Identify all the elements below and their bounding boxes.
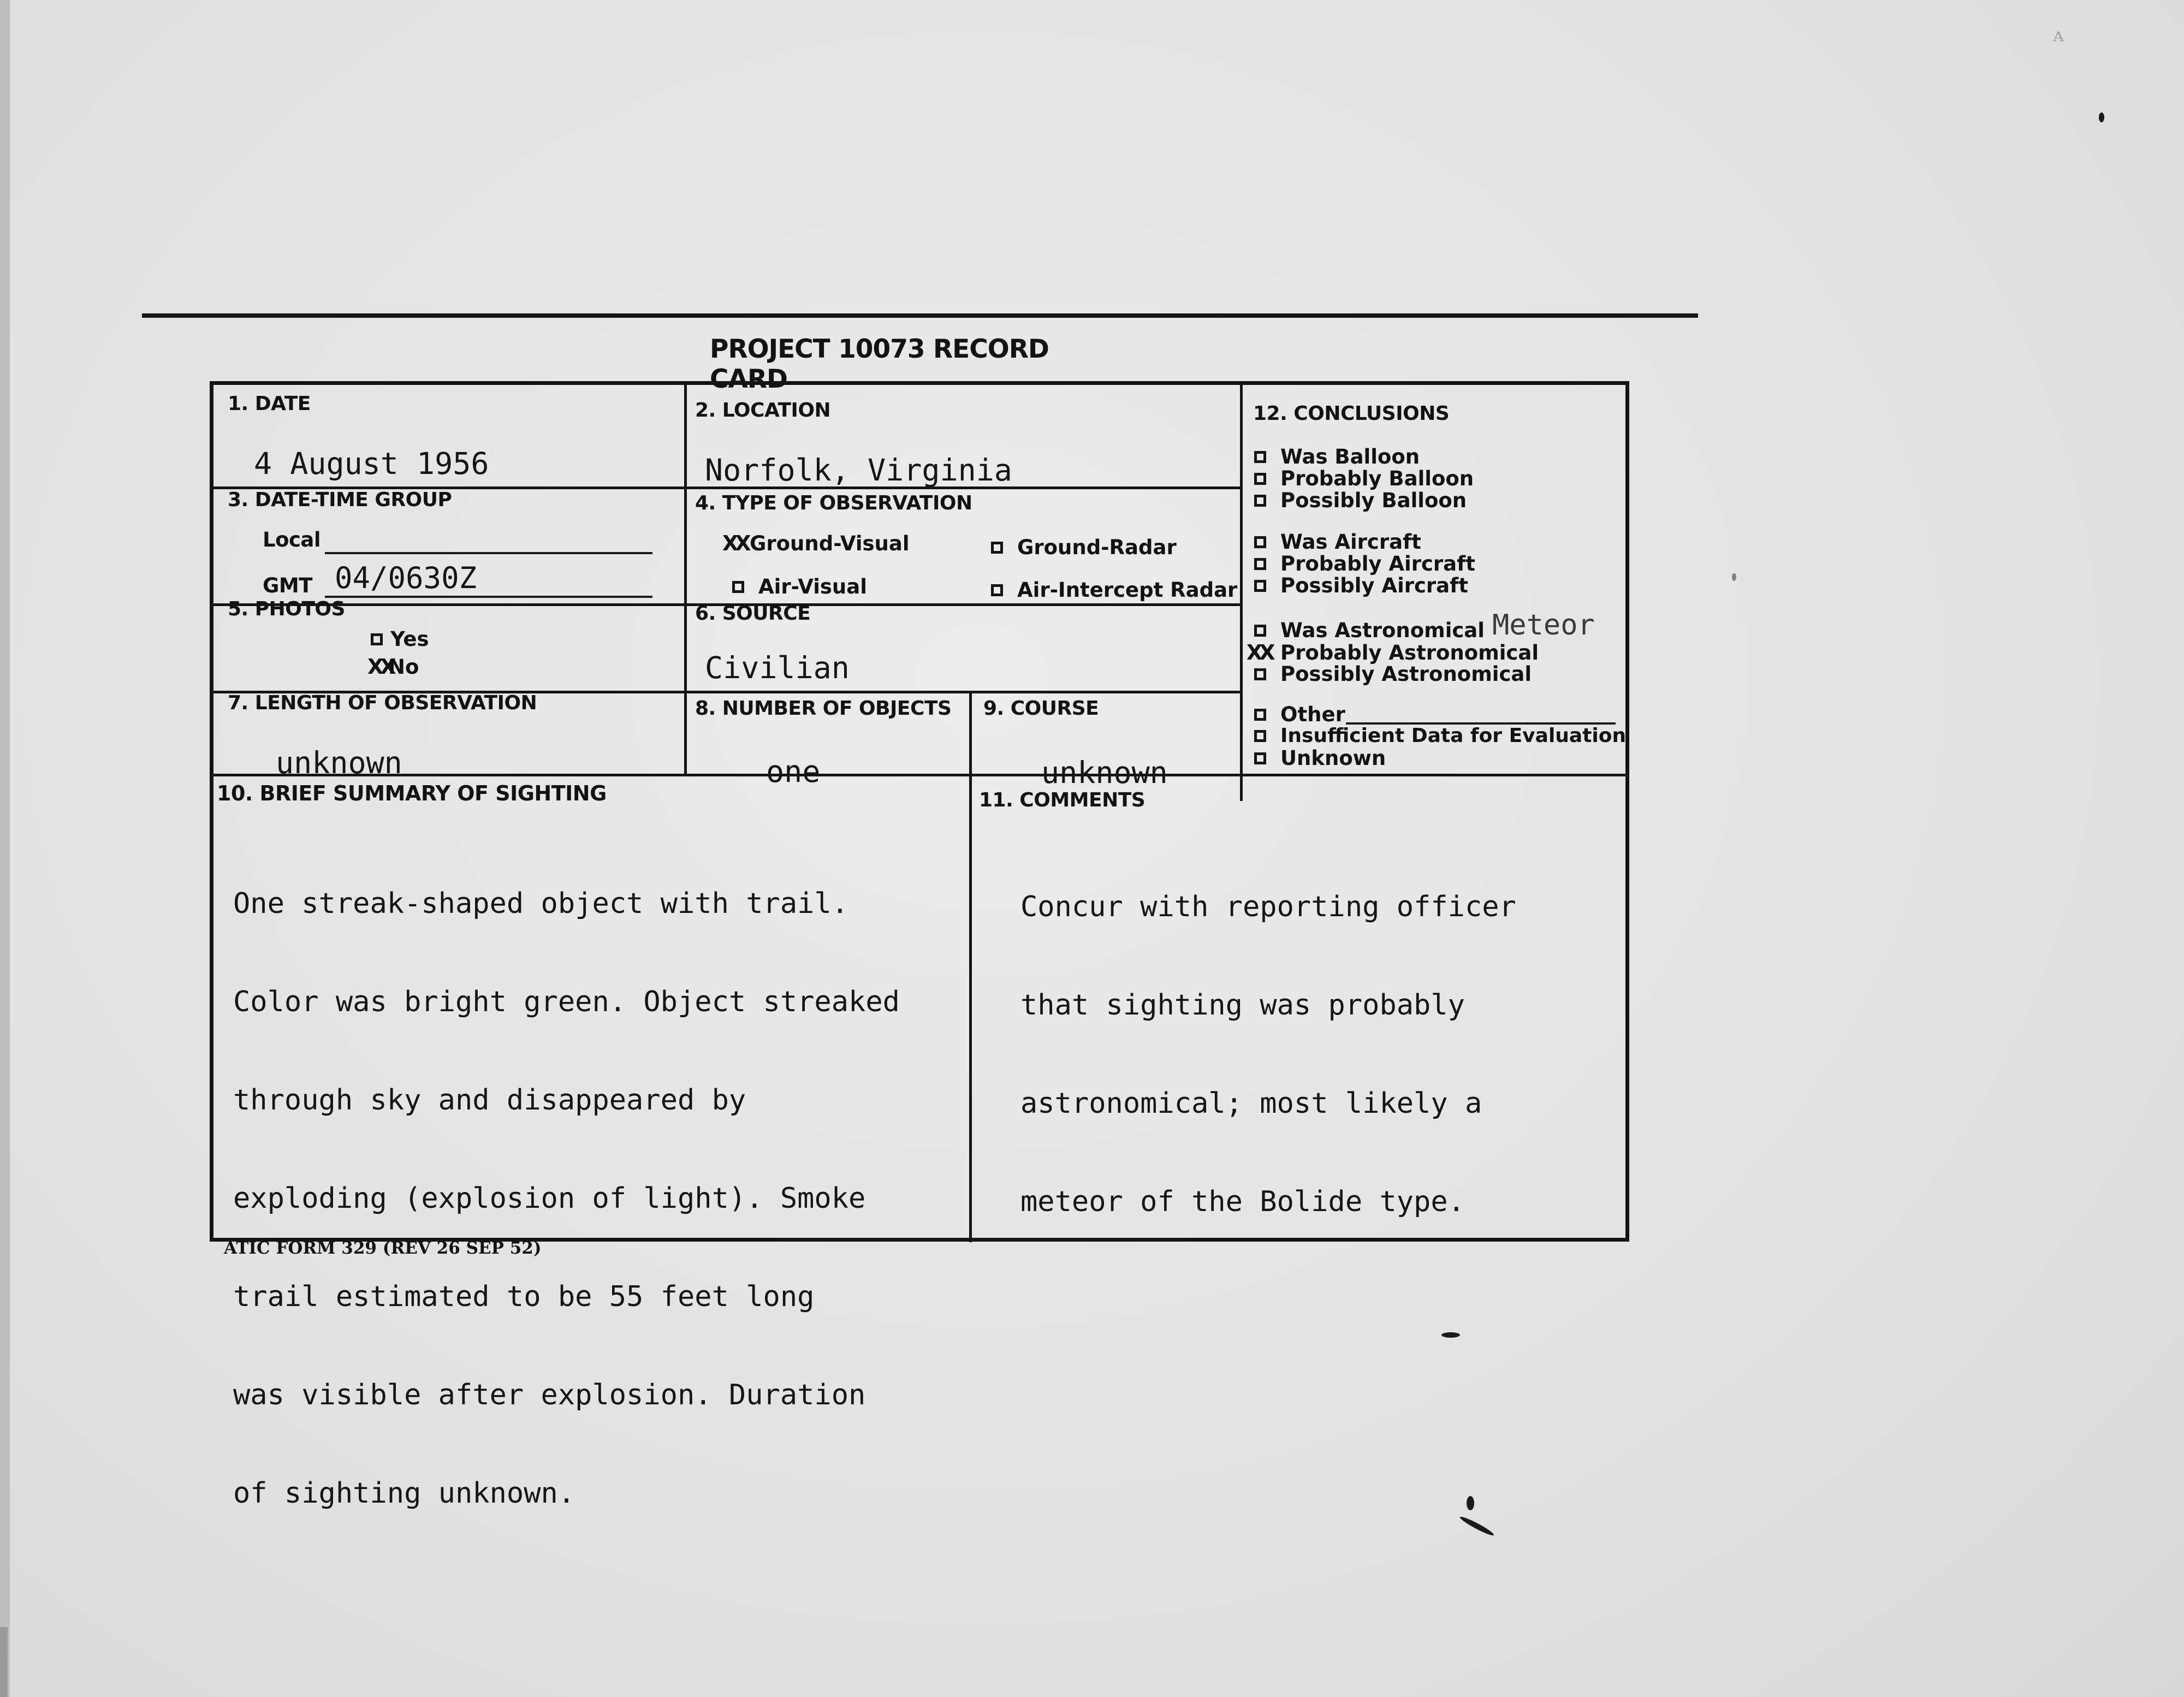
conclusion-probably-astronomical bbox=[1247, 640, 1539, 664]
checked-mark: XX bbox=[1247, 640, 1272, 664]
checkbox-icon bbox=[1254, 668, 1266, 680]
conclusion-possibly-aircraft bbox=[1254, 574, 1468, 597]
conclusion-was-astronomical bbox=[1254, 619, 1485, 642]
location-value: Norfolk, Virginia bbox=[705, 453, 1012, 488]
divider bbox=[213, 774, 1628, 776]
divider bbox=[1240, 385, 1243, 801]
comments-line: astronomical; most likely a bbox=[1020, 1087, 1482, 1120]
speck bbox=[2099, 112, 2104, 122]
top-rule bbox=[142, 313, 1698, 318]
gmt-value: 04/0630Z bbox=[335, 561, 477, 595]
summary-line: of sighting unknown. bbox=[233, 1477, 575, 1510]
conclusion-possibly-astronomical bbox=[1254, 662, 1532, 686]
option-label: Was Balloon bbox=[1280, 445, 1420, 468]
option-label: Air-Visual bbox=[758, 575, 867, 598]
option-air-intercept-radar bbox=[991, 578, 1237, 602]
comments-line: meteor of the Bolide type. bbox=[1020, 1185, 1465, 1218]
speck bbox=[1732, 573, 1736, 581]
option-photos-no bbox=[367, 655, 419, 679]
checkbox-icon bbox=[371, 633, 383, 645]
film-mark: ᴬ bbox=[2053, 27, 2064, 55]
conclusion-was-balloon bbox=[1254, 445, 1420, 468]
type-of-observation-label: 4. TYPE OF OBSERVATION bbox=[695, 492, 972, 514]
option-label: Was Astronomical bbox=[1280, 619, 1485, 642]
meteor-note: Meteor bbox=[1492, 609, 1595, 642]
source-value: Civilian bbox=[705, 650, 850, 685]
option-ground-visual bbox=[722, 531, 910, 555]
number-of-objects-value: one bbox=[766, 754, 821, 789]
speck bbox=[1441, 1332, 1460, 1338]
option-label: Possibly Aircraft bbox=[1280, 574, 1468, 597]
option-label: Probably Astronomical bbox=[1280, 640, 1539, 664]
course-value: unknown bbox=[1041, 755, 1168, 790]
conclusion-possibly-balloon bbox=[1254, 489, 1467, 512]
local-time-underline bbox=[325, 552, 652, 554]
summary-line: trail estimated to be 55 feet long bbox=[233, 1280, 815, 1313]
option-label: Insufficient Data for Evaluation bbox=[1280, 725, 1627, 747]
summary-line: One streak-shaped object with trail. bbox=[233, 887, 849, 920]
length-of-observation-value: unknown bbox=[276, 745, 402, 780]
conclusion-other bbox=[1254, 703, 1345, 726]
checked-mark: XX bbox=[722, 531, 748, 555]
course-label: 9. COURSE bbox=[983, 697, 1099, 720]
option-label: Yes bbox=[390, 627, 429, 651]
form-number: ATIC FORM 329 (REV 26 SEP 52) bbox=[224, 1238, 542, 1258]
comments-line: Concur with reporting officer bbox=[1020, 891, 1516, 923]
option-label: Air-Intercept Radar bbox=[1017, 578, 1238, 602]
option-label: No bbox=[388, 655, 419, 679]
divider bbox=[684, 385, 687, 774]
option-photos-yes bbox=[371, 627, 429, 651]
conclusion-unknown bbox=[1254, 746, 1386, 770]
film-edge-shadow bbox=[0, 1627, 8, 1697]
checkbox-icon bbox=[1254, 580, 1266, 592]
conclusion-probably-balloon bbox=[1254, 467, 1474, 490]
date-label: 1. DATE bbox=[228, 393, 311, 415]
summary-line: exploding (explosion of light). Smoke bbox=[233, 1182, 866, 1215]
option-label: Ground-Radar bbox=[1017, 536, 1177, 559]
speck bbox=[1467, 1496, 1474, 1510]
speck bbox=[1459, 1515, 1495, 1538]
conclusion-insufficient-data bbox=[1254, 725, 1626, 747]
date-time-group-label: 3. DATE-TIME GROUP bbox=[228, 489, 452, 511]
summary-label: 10. BRIEF SUMMARY OF SIGHTING bbox=[217, 781, 607, 805]
gmt-underline bbox=[325, 596, 652, 598]
option-label: Probably Aircraft bbox=[1280, 552, 1475, 575]
option-label: Was Aircraft bbox=[1280, 530, 1421, 554]
number-of-objects-label: 8. NUMBER OF OBJECTS bbox=[695, 697, 952, 720]
option-label: Possibly Astronomical bbox=[1280, 662, 1532, 686]
option-air-visual bbox=[732, 575, 867, 598]
checkbox-icon bbox=[732, 581, 744, 593]
location-label: 2. LOCATION bbox=[695, 399, 831, 422]
comments-label: 11. COMMENTS bbox=[979, 789, 1146, 811]
gmt-label: GMT bbox=[263, 574, 312, 597]
summary-line: was visible after explosion. Duration bbox=[233, 1379, 866, 1411]
summary-line: Color was bright green. Object streaked bbox=[233, 986, 900, 1018]
option-label: Unknown bbox=[1280, 746, 1386, 770]
length-of-observation-label: 7. LENGTH OF OBSERVATION bbox=[228, 692, 537, 714]
date-value: 4 August 1956 bbox=[254, 446, 489, 481]
checkbox-icon bbox=[991, 584, 1003, 596]
card-title: PROJECT 10073 RECORD CARD bbox=[710, 334, 1049, 394]
option-label: Possibly Balloon bbox=[1280, 489, 1467, 512]
local-time-label: Local bbox=[263, 528, 321, 551]
checkbox-icon bbox=[1254, 451, 1266, 463]
conclusions-label: 12. CONCLUSIONS bbox=[1253, 402, 1450, 425]
conclusion-probably-aircraft bbox=[1254, 552, 1475, 575]
checked-mark: XX bbox=[367, 655, 393, 679]
conclusion-was-aircraft bbox=[1254, 530, 1421, 554]
option-label: Ground-Visual bbox=[750, 531, 910, 555]
summary-text bbox=[233, 822, 900, 1575]
checkbox-icon bbox=[1254, 536, 1266, 548]
summary-line: through sky and disappeared by bbox=[233, 1084, 746, 1117]
checkbox-icon bbox=[1254, 495, 1266, 507]
checkbox-icon bbox=[1254, 558, 1266, 570]
checkbox-icon bbox=[1254, 625, 1266, 637]
comments-line: that sighting was probably bbox=[1020, 989, 1465, 1022]
option-label: Other bbox=[1280, 703, 1345, 726]
checkbox-icon bbox=[1254, 709, 1266, 721]
checkbox-icon bbox=[1254, 752, 1266, 764]
option-ground-radar bbox=[991, 536, 1177, 559]
film-edge bbox=[0, 0, 10, 1697]
checkbox-icon bbox=[1254, 730, 1266, 742]
option-label: Probably Balloon bbox=[1280, 467, 1474, 490]
checkbox-icon bbox=[1254, 473, 1266, 485]
comments-text bbox=[1020, 825, 1516, 1284]
source-label: 6. SOURCE bbox=[695, 602, 811, 625]
photos-label: 5. PHOTOS bbox=[228, 598, 345, 620]
checkbox-icon bbox=[991, 542, 1003, 554]
